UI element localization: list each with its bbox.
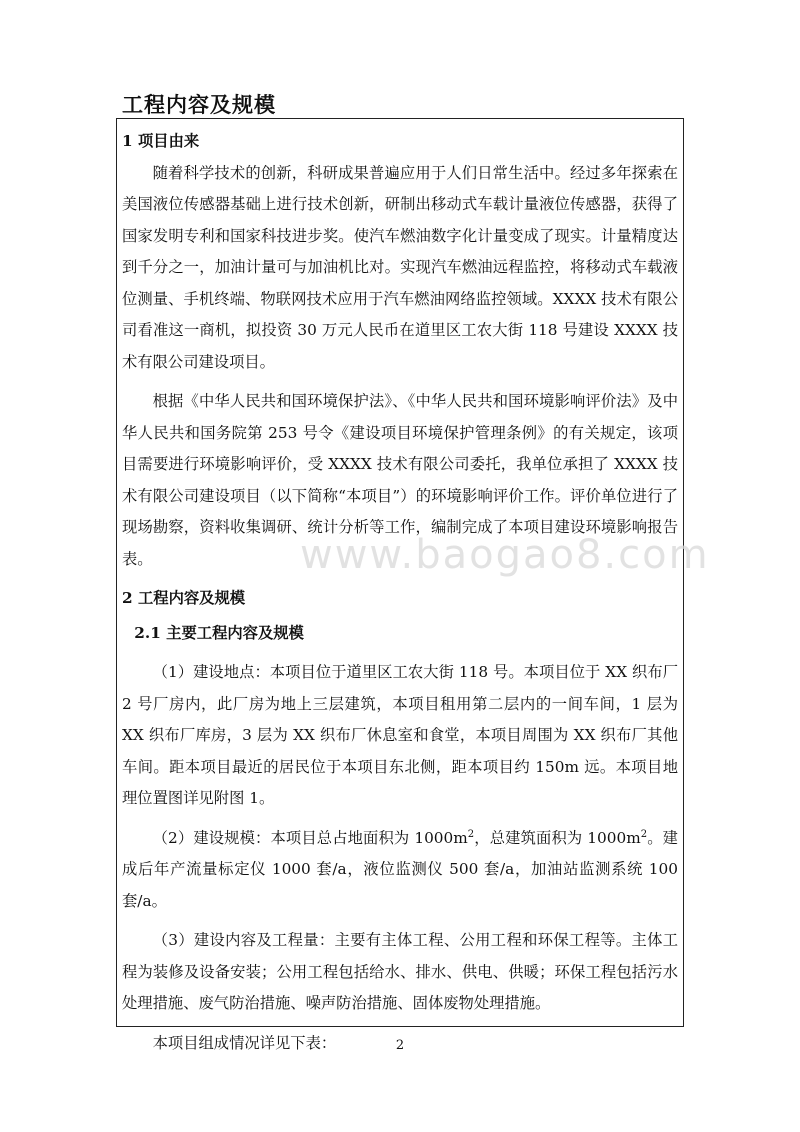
section-2-item-1: （1）建设地点：本项目位于道里区工农大街 118 号。本项目位于 XX 织布厂 2 号厂房内，此厂房为地上三层建筑，本项目租用第二层内的一间车间，1 层为 XX 织布厂库房，3 层为 XX 织布厂休息室和食堂，本项目周围为 XX 织布厂其他车间。距本项目最近的居民位于本项目东北侧，距本项目约 150m 远。本项目地理位置图详见附图 1。 [122,663,678,807]
section-1-paragraph-2: 根据《中华人民共和国环境保护法》、《中华人民共和国环境影响评价法》及中华人民共和国务院第 253 号令《建设项目环境保护管理条例》的有关规定，该项目需要进行环境影响评价，受 XXXX 技术有限公司委托，我单位承担了 XXXX 技术有限公司建设项目（以下简称“本项目”）的环境影响评价工作。评价单位进行了现场勘察，资料收集调研、统计分析等工作，编制完成了本项目建设环境影响报告表。 [122,392,678,568]
item-2-text-b: ，总建筑面积为 1000m [474,828,641,847]
watermark: www.baogao8.com [300,532,710,578]
page-number: 2 [395,1038,405,1053]
section-2-item-2 [122,823,678,918]
section-1-title: 1 项目由来 [122,132,200,150]
item-2-text-c: 。建成后年产流量标定仪 1000 套/a，液位监测仪 500 套/a，加油站监测系统 100 套/a。 [122,828,678,910]
item-2-superscript-a: 2 [467,828,475,840]
table-intro: 本项目组成情况详见下表： [152,1033,337,1052]
section-2-1-title: 2.1 主要工程内容及规模 [134,623,304,642]
item-2-text-a: （2）建设规模：本项目总占地面积为 1000m [152,828,468,847]
item-2-superscript-b: 2 [640,828,648,840]
section-1-paragraph-1: 随着科学技术的创新，科研成果普遍应用于人们日常生活中。经过多年探索在美国液位传感器基础上进行技术创新，研制出移动式车载计量液位传感器，获得了国家发明专利和国家科技进步奖。使汽车燃油数字化计量变成了现实。计量精度达到千分之一，加油计量可与加油机比对。实现汽车燃油远程监控，将移动式车载液位测量、手机终端、物联网技术应用于汽车燃油网络监控领域。XXXX 技术有限公司看准这一商机，拟投资 30 万元人民币在道里区工农大街 118 号建设 XXXX 技术有限公司建设项目。 [122,163,678,371]
section-2-title: 2 工程内容及规模 [122,589,246,607]
section-2-item-3: （3）建设内容及工程量：主要有主体工程、公用工程和环保工程等。主体工程为装修及设备安装；公用工程包括给水、排水、供电、供暖；环保工程包括污水处理措施、废气防治措施、噪声防治措施、固体废物处理措施。 [122,931,678,1012]
page-title: 工程内容及规模 [122,93,276,117]
document-body [122,126,678,1059]
